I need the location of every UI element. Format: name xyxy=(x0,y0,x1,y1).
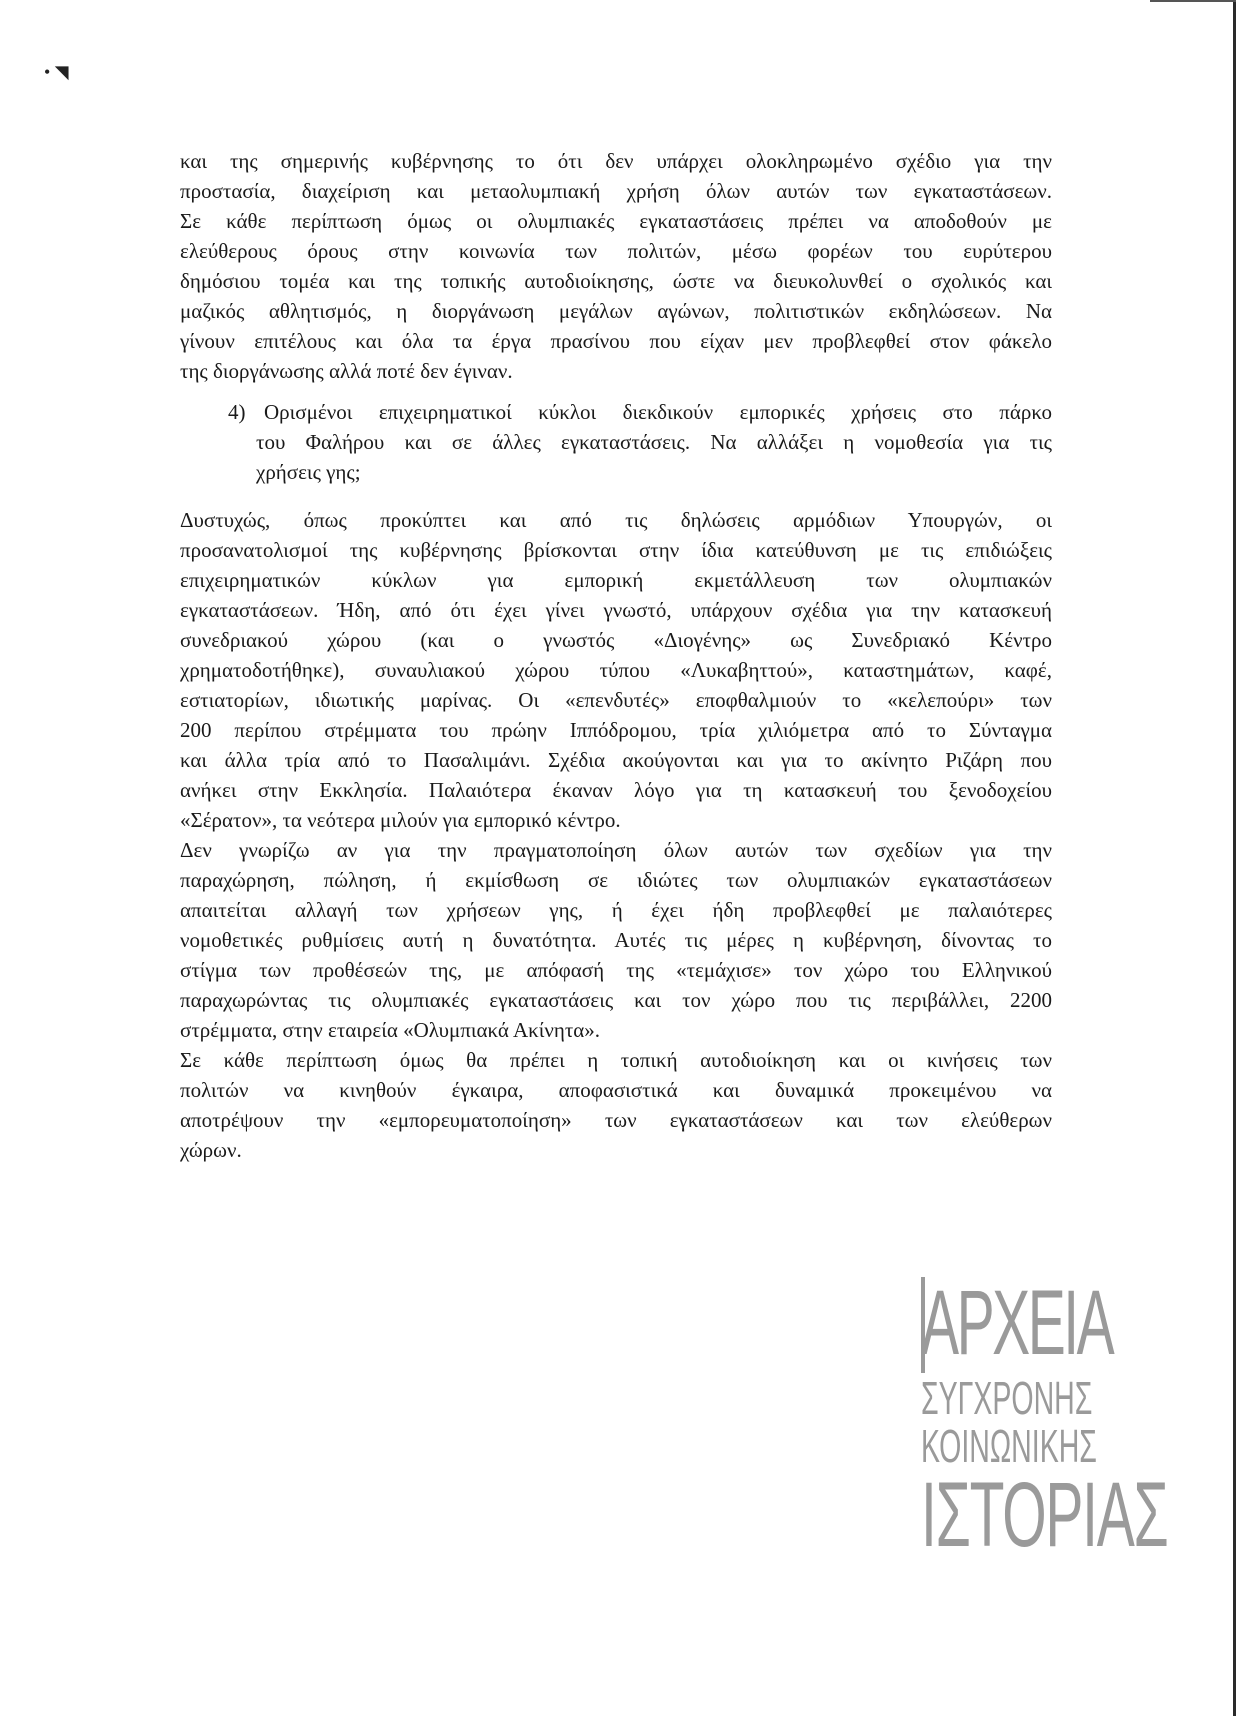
text-line: συνεδριακού χώρου (και ο γνωστός «Διογένης» ως Συνεδριακό Κέντρο xyxy=(180,628,1052,652)
stamp-line: ΚΟΙΝΩΝΙΚΗΣ xyxy=(921,1420,1097,1472)
text-line: εγκαταστάσεων. Ήδη, από ότι έχει γίνει γνωστό, υπάρχουν σχέδια για την κατασκευή xyxy=(180,598,1052,622)
text-line: προστασία, διαχείριση και μεταολυμπιακή χρήση όλων αυτών των εγκαταστάσεων. xyxy=(180,179,1052,203)
text-line: Δυστυχώς, όπως προκύπτει και από τις δηλώσεις αρμόδιων Υπουργών, οι xyxy=(180,508,1052,532)
text-line: μαζικός αθλητισμός, η διοργάνωση μεγάλων αγώνων, πολιτιστικών εκδηλώσεων. Να xyxy=(180,299,1052,323)
text-line: χρηματοδοτήθηκε), συναυλιακού χώρου τύπου «Λυκαβηττού», καταστημάτων, καφέ, xyxy=(180,658,1052,682)
text-line: πολιτών να κινηθούν έγκαιρα, αποφασιστικά και δυναμικά προκειμένου να xyxy=(180,1078,1052,1102)
paragraph-continuation xyxy=(180,146,1052,386)
text-line: Δεν γνωρίζω αν για την πραγματοποίηση όλων αυτών των σχεδίων για την xyxy=(180,838,1052,862)
scan-mark: • ◥ xyxy=(44,62,69,82)
text-line: και της σημερινής κυβέρνησης το ότι δεν υπάρχει ολοκληρωμένο σχέδιο για την xyxy=(180,149,1052,173)
text-line: αποτρέψουν την «εμπορευματοποίηση» των εγκαταστάσεων και των ελεύθερων xyxy=(180,1108,1052,1132)
text-line: χώρων. xyxy=(180,1138,242,1162)
text-line: εστιατορίων, ιδιωτικής μαρίνας. Οι «επενδυτές» εποφθαλμιούν το «κελεπούρι» των xyxy=(180,688,1052,712)
text-line: του Φαλήρου και σε άλλες εγκαταστάσεις. Να αλλάξει η νομοθεσία για τις xyxy=(256,430,1052,454)
answer-paragraphs xyxy=(180,505,1052,1165)
text-line: της διοργάνωσης αλλά ποτέ δεν έγιναν. xyxy=(180,359,513,383)
item-text: Ορισμένοι επιχειρηματικοί κύκλοι διεκδικούν εμπορικές χρήσεις στο πάρκο xyxy=(264,400,1052,424)
text-line: 200 περίπου στρέμματα του πρώην Ιππόδρομου, τρία χιλιόμετρα από το Σύνταγμα xyxy=(180,718,1052,742)
text-line xyxy=(228,397,1052,427)
text-line: «Σέρατον», τα νεότερα μιλούν για εμπορικό κέντρο. xyxy=(180,808,621,832)
text-line: απαιτείται αλλαγή των χρήσεων γης, ή έχει ήδη προβλεφθεί με παλαιότερες xyxy=(180,898,1052,922)
text-line: Σε κάθε περίπτωση όμως οι ολυμπιακές εγκαταστάσεις πρέπει να αποδοθούν με xyxy=(180,209,1052,233)
text-line: στρέμματα, στην εταιρεία «Ολυμπιακά Ακίνητα». xyxy=(180,1018,601,1042)
text-line: Σε κάθε περίπτωση όμως θα πρέπει η τοπική αυτοδιοίκηση και οι κινήσεις των xyxy=(180,1048,1052,1072)
text-line: προσανατολισμοί της κυβέρνησης βρίσκονται στην ίδια κατεύθυνση με τις επιδιώξεις xyxy=(180,538,1052,562)
text-line: νομοθετικές ρυθμίσεις αυτή η δυνατότητα. Αυτές τις μέρες η κυβέρνηση, δίνοντας το xyxy=(180,928,1052,952)
text-line: χρήσεις γης; xyxy=(256,460,361,484)
scan-edge-top xyxy=(1150,0,1236,2)
archive-stamp xyxy=(921,1272,1168,1607)
text-line: γίνουν επιτέλους και όλα τα έργα πρασίνου που είχαν μεν προβλεφθεί στον φάκελο xyxy=(180,329,1052,353)
text-line: και άλλα τρία από το Πασαλιμάνι. Σχέδια ακούγονται και για το ακίνητο Ριζάρη που xyxy=(180,748,1052,772)
text-line: δημόσιου τομέα και της τοπικής αυτοδιοίκησης, ώστε να διευκολυνθεί ο σχολικός και xyxy=(180,269,1052,293)
stamp-line: ΑΡΧΕΙΑ xyxy=(921,1272,1113,1374)
question-item-4 xyxy=(228,397,1052,487)
item-number: 4) xyxy=(228,400,246,424)
stamp-line: ΙΣΤΟΡΙΑΣ xyxy=(921,1464,1168,1566)
text-line: παραχώρηση, πώληση, ή εκμίσθωση σε ιδιώτες των ολυμπιακών εγκαταστάσεων xyxy=(180,868,1052,892)
stamp-line: ΣΥΓΧΡΟΝΗΣ xyxy=(921,1372,1093,1424)
text-line: επιχειρηματικών κύκλων για εμπορική εκμετάλλευση των ολυμπιακών xyxy=(180,568,1052,592)
text-line: στίγμα των προθέσεών της, με απόφασή της «τεμάχισε» τον χώρο του Ελληνικού xyxy=(180,958,1052,982)
text-line: παραχωρώντας τις ολυμπιακές εγκαταστάσεις και τον χώρο που τις περιβάλλει, 2200 xyxy=(180,988,1052,1012)
text-line: ελεύθερους όρους στην κοινωνία των πολιτών, μέσω φορέων του ευρύτερου xyxy=(180,239,1052,263)
text-line: ανήκει στην Εκκλησία. Παλαιότερα έκαναν λόγο για τη κατασκευή του ξενοδοχείου xyxy=(180,778,1052,802)
